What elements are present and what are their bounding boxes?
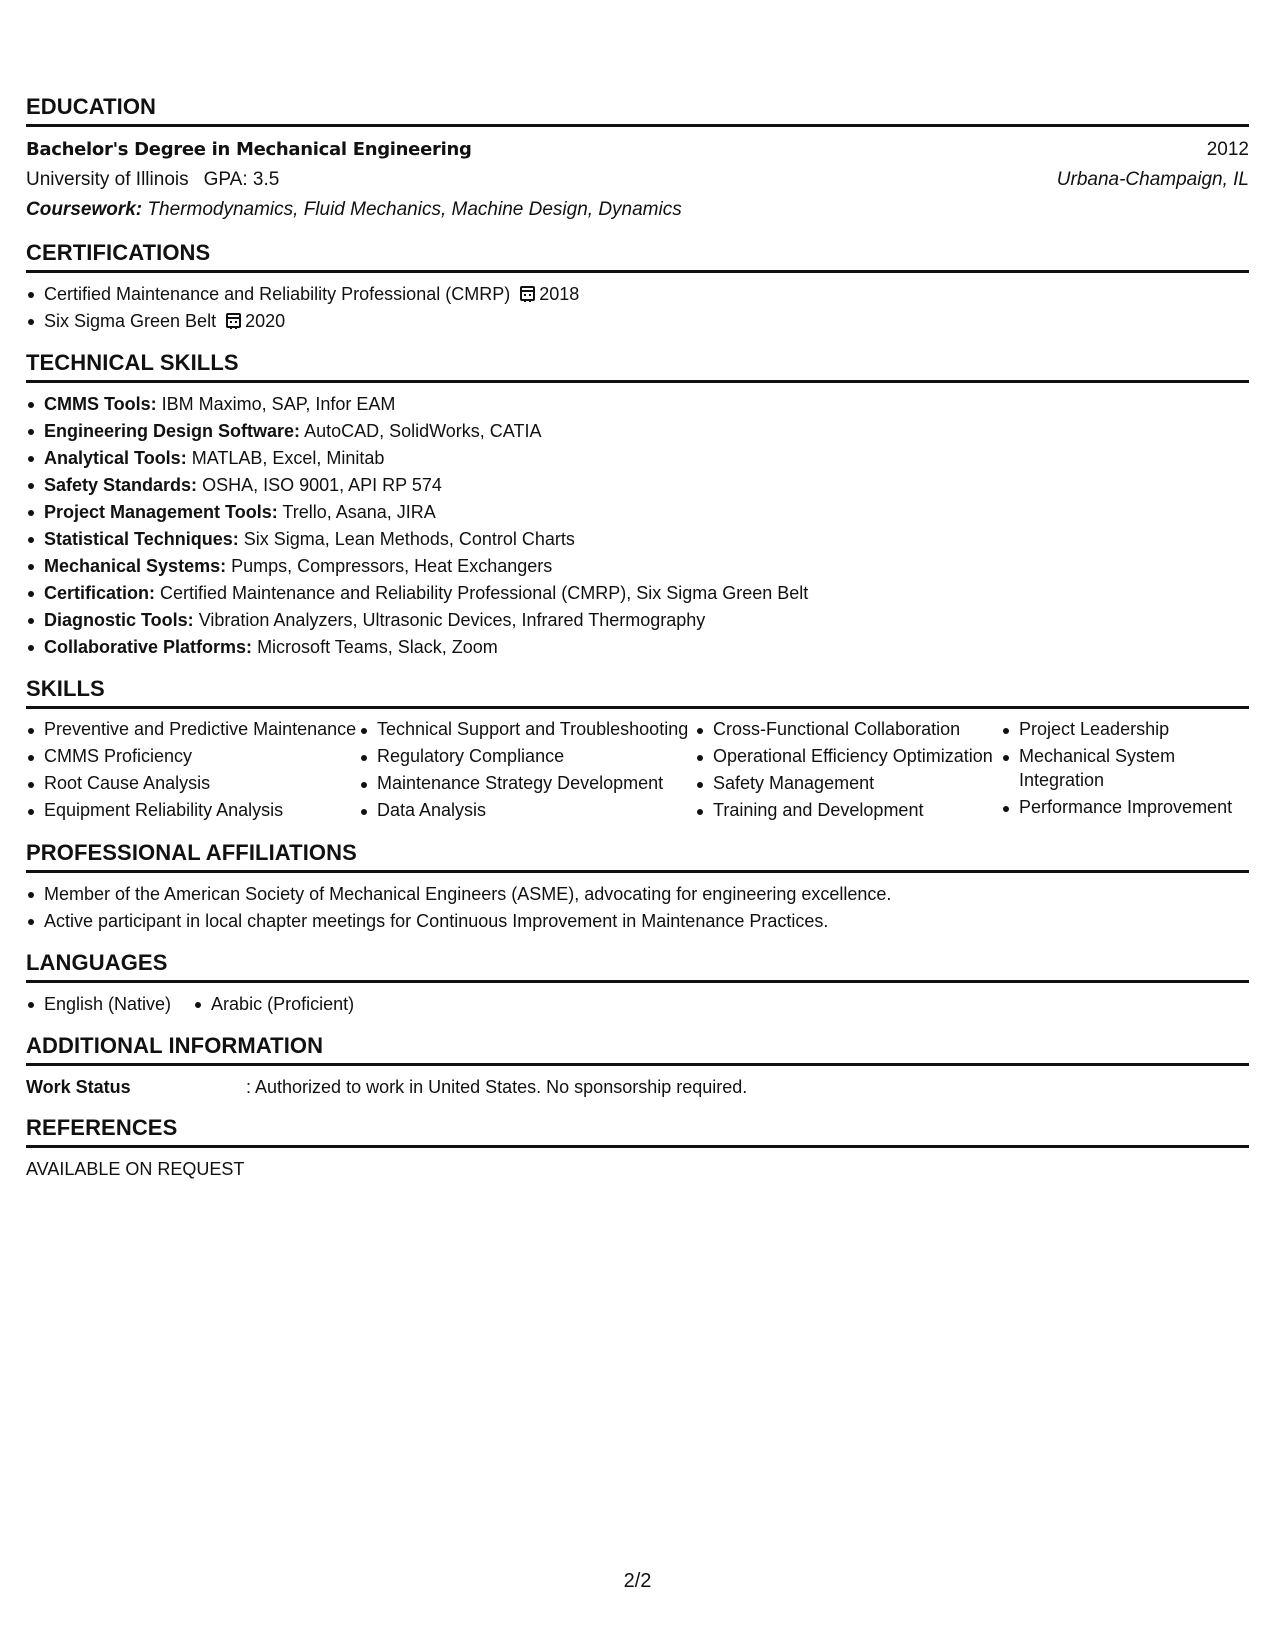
certification-year: 2018: [539, 284, 580, 304]
section-title-languages: LANGUAGES: [26, 950, 1249, 983]
technical-skill-label: Safety Standards:: [44, 475, 198, 495]
gpa: GPA: 3.5: [203, 169, 280, 190]
technical-skill-value: OSHA, ISO 9001, API RP 574: [202, 475, 442, 495]
skill-item: Regulatory Compliance: [359, 744, 695, 768]
technical-skill-label: Certification:: [44, 583, 156, 603]
technical-skill-label: Collaborative Platforms:: [44, 637, 253, 657]
skill-item: Equipment Reliability Analysis: [26, 798, 359, 822]
education-degree-row: [26, 135, 1249, 165]
certifications-list: [26, 281, 1249, 335]
technical-skill-item: [26, 634, 1249, 661]
resume-page: [26, 94, 1249, 1197]
technical-skill-value: MATLAB, Excel, Minitab: [191, 448, 385, 468]
technical-skill-value: Pumps, Compressors, Heat Exchangers: [231, 556, 553, 576]
skill-item: Mechanical System Integration: [1001, 744, 1249, 792]
technical-skill-item: [26, 553, 1249, 580]
section-title-education: EDUCATION: [26, 94, 1249, 127]
skills-column: [359, 717, 695, 825]
skills-column: [695, 717, 1001, 825]
skill-item: Safety Management: [695, 771, 1001, 795]
skills-list: [1001, 717, 1249, 819]
certification-name: Certified Maintenance and Reliability Professional (CMRP): [44, 284, 511, 304]
graduation-year: 2012: [1206, 139, 1249, 160]
work-status-label: Work Status: [26, 1077, 131, 1097]
section-title-skills: SKILLS: [26, 676, 1249, 709]
university-location: Urbana-Champaign, IL: [1056, 169, 1249, 190]
skill-item: Technical Support and Troubleshooting: [359, 717, 695, 741]
technical-skill-label: CMMS Tools:: [44, 394, 157, 414]
certifications-section: [26, 240, 1249, 335]
skills-column: [26, 717, 359, 825]
education-school-row: [26, 165, 1249, 195]
coursework: [26, 195, 1249, 225]
additional-info-section: [26, 1033, 1249, 1100]
skills-list: [359, 717, 695, 822]
certification-year: 2020: [245, 311, 286, 331]
technical-skill-item: [26, 526, 1249, 553]
page-number: 2/2: [623, 1570, 652, 1592]
coursework-label: Coursework:: [26, 199, 143, 220]
work-status-value: : Authorized to work in United States. No sponsorship required.: [246, 1077, 748, 1097]
certification-name: Six Sigma Green Belt: [44, 311, 217, 331]
calendar-icon: [520, 286, 535, 301]
technical-skill-item: [26, 499, 1249, 526]
university-name: University of Illinois: [26, 169, 189, 190]
section-title-certifications: CERTIFICATIONS: [26, 240, 1249, 273]
technical-skill-item: [26, 418, 1249, 445]
technical-skill-value: AutoCAD, SolidWorks, CATIA: [304, 421, 542, 441]
languages-list: [26, 991, 1249, 1018]
coursework-list: Thermodynamics, Fluid Mechanics, Machine Design, Dynamics: [147, 199, 682, 220]
technical-skills-list: [26, 391, 1249, 661]
section-title-technical-skills: TECHNICAL SKILLS: [26, 350, 1249, 383]
technical-skill-item: [26, 472, 1249, 499]
technical-skill-value: Vibration Analyzers, Ultrasonic Devices, Infrared Thermography: [198, 610, 706, 630]
certification-item: [26, 308, 1249, 335]
technical-skill-value: Certified Maintenance and Reliability Professional (CMRP), Six Sigma Green Belt: [160, 583, 809, 603]
technical-skill-label: Mechanical Systems:: [44, 556, 227, 576]
university-info: [26, 165, 279, 195]
skill-item: Root Cause Analysis: [26, 771, 359, 795]
technical-skill-item: [26, 580, 1249, 607]
references-text: AVAILABLE ON REQUEST: [26, 1159, 245, 1179]
skills-grid: [26, 717, 1249, 825]
skill-item: Maintenance Strategy Development: [359, 771, 695, 795]
technical-skill-item: [26, 445, 1249, 472]
technical-skill-value: Trello, Asana, JIRA: [282, 502, 436, 522]
certification-item: [26, 281, 1249, 308]
calendar-icon: [226, 313, 241, 328]
degree-name: Bachelor's Degree in Mechanical Engineering: [26, 139, 472, 160]
section-title-references: REFERENCES: [26, 1115, 1249, 1148]
technical-skill-label: Diagnostic Tools:: [44, 610, 194, 630]
technical-skill-value: IBM Maximo, SAP, Infor EAM: [161, 394, 396, 414]
skill-item: Project Leadership: [1001, 717, 1249, 741]
affiliation-item: Member of the American Society of Mechanical Engineers (ASME), advocating for engineering excellence.: [26, 881, 1249, 908]
technical-skill-label: Statistical Techniques:: [44, 529, 239, 549]
skills-list: [695, 717, 1001, 822]
skill-item: CMMS Proficiency: [26, 744, 359, 768]
skill-item: Training and Development: [695, 798, 1001, 822]
work-status-row: [26, 1074, 1249, 1100]
skill-item: Data Analysis: [359, 798, 695, 822]
technical-skill-label: Analytical Tools:: [44, 448, 187, 468]
languages-section: [26, 950, 1249, 1018]
technical-skill-item: [26, 607, 1249, 634]
technical-skill-value: Microsoft Teams, Slack, Zoom: [257, 637, 498, 657]
affiliation-item: Active participant in local chapter meetings for Continuous Improvement in Maintenance Practices.: [26, 908, 1249, 935]
language-item: English (Native): [26, 991, 171, 1018]
skill-item: Performance Improvement: [1001, 795, 1249, 819]
technical-skills-section: [26, 350, 1249, 661]
affiliations-section: [26, 840, 1249, 935]
skill-item: Operational Efficiency Optimization: [695, 744, 1001, 768]
technical-skill-item: [26, 391, 1249, 418]
section-title-affiliations: PROFESSIONAL AFFILIATIONS: [26, 840, 1249, 873]
language-item: Arabic (Proficient): [193, 991, 354, 1018]
skill-item: Cross-Functional Collaboration: [695, 717, 1001, 741]
section-title-additional-info: ADDITIONAL INFORMATION: [26, 1033, 1249, 1066]
technical-skill-label: Engineering Design Software:: [44, 421, 301, 441]
affiliations-list: [26, 881, 1249, 935]
skills-section: [26, 676, 1249, 825]
skill-item: Preventive and Predictive Maintenance: [26, 717, 359, 741]
education-section: [26, 94, 1249, 225]
references-section: [26, 1115, 1249, 1182]
skills-list: [26, 717, 359, 822]
technical-skill-value: Six Sigma, Lean Methods, Control Charts: [243, 529, 575, 549]
technical-skill-label: Project Management Tools:: [44, 502, 278, 522]
skills-column: [1001, 717, 1249, 825]
